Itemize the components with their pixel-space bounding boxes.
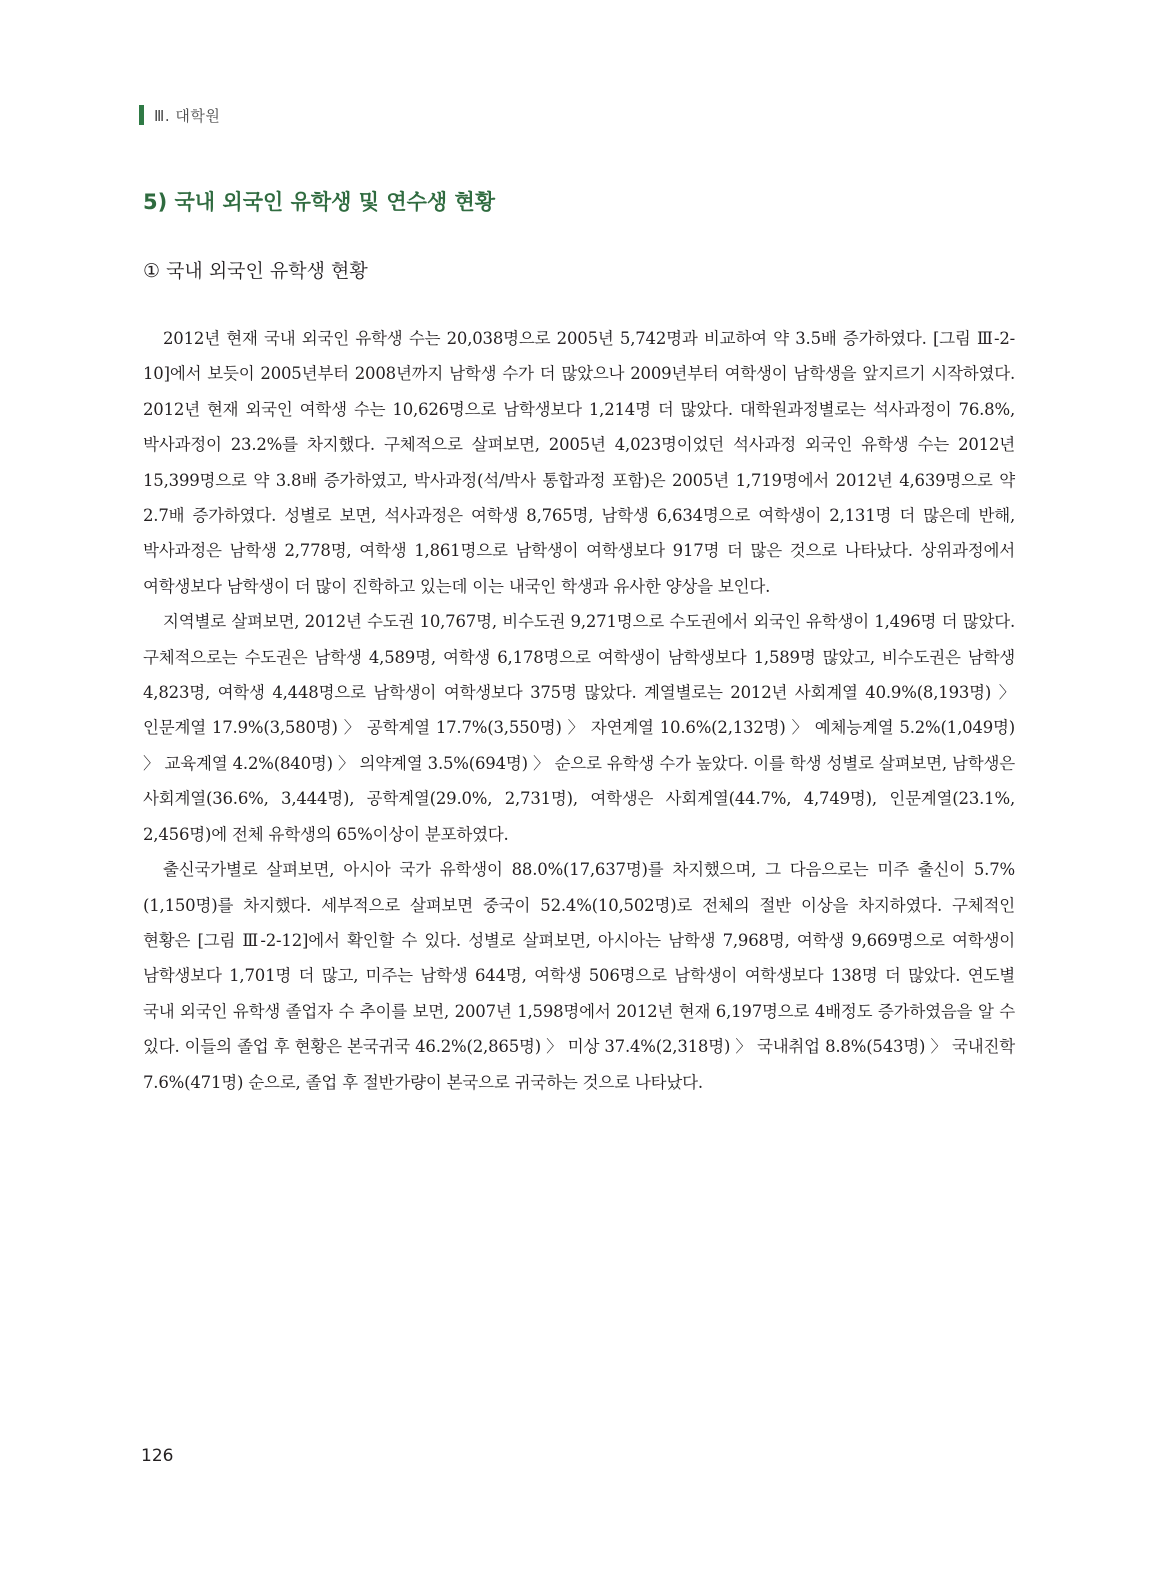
chapter-label: Ⅲ. 대학원 (154, 106, 221, 125)
paragraph-country-graduates: 출신국가별로 살펴보면, 아시아 국가 유학생이 88.0%(17,637명)를 차지했으며, 그 다음으로는 미주 출신이 5.7%(1,150명)를 차지했다. 세부적으로 살펴보면 중국이 52.4%(10,502명)로 전체의 절반 이상을 차지하였다. 구체적인 현황은 [그림 Ⅲ-2-12]에서 확인할 수 있다. 성별로 살펴보면, 아시아는 남학생 7,968명, 여학생 9,669명으로 여학생이 남학생보다 1,701명 더 많고, 미주는 남학생 644명, 여학생 506명으로 남학생이 여학생보다 138명 더 많았다. 연도별 국내 외국인 유학생 졸업자 수 추이를 보면, 2007년 1,598명에서 2012년 현재 6,197명으로 4배정도 증가하였음을 알 수 있다. 이들의 졸업 후 현황은 본국귀국 46.2%(2,865명) 〉 미상 37.4%(2,318명) 〉 국내취업 8.8%(543명) 〉 국내진학 7.6%(471명) 순으로, 졸업 후 절반가량이 본국으로 귀국하는 것으로 나타났다. (143, 860, 1015, 1092)
body-text (143, 321, 1015, 1100)
paragraph-region-field: 지역별로 살펴보면, 2012년 수도권 10,767명, 비수도권 9,271명으로 수도권에서 외국인 유학생이 1,496명 더 많았다. 구체적으로는 수도권은 남학생 4,589명, 여학생 6,178명으로 여학생이 남학생보다 1,589명 많았고, 비수도권은 남학생 4,823명, 여학생 4,448명으로 남학생이 여학생보다 375명 많았다. 계열별로는 2012년 사회계열 40.9%(8,193명) 〉 인문계열 17.9%(3,580명) 〉 공학계열 17.7%(3,550명) 〉 자연계열 10.6%(2,132명) 〉 예체능계열 5.2%(1,049명) 〉 교육계열 4.2%(840명) 〉 의약계열 3.5%(694명) 〉 순으로 유학생 수가 높았다. 이를 학생 성별로 살펴보면, 남학생은 사회계열(36.6%, 3,444명), 공학계열(29.0%, 2,731명), 여학생은 사회계열(44.7%, 4,749명), 인문계열(23.1%, 2,456명)에 전체 유학생의 65%이상이 분포하였다. (143, 612, 1015, 844)
subsection-title: ① 국내 외국인 유학생 현황 (143, 260, 368, 282)
header-accent-bar (139, 105, 144, 125)
section-title: 5) 국내 외국인 유학생 및 연수생 현황 (143, 190, 496, 214)
paragraph-enrollment: 2012년 현재 국내 외국인 유학생 수는 20,038명으로 2005년 5,742명과 비교하여 약 3.5배 증가하였다. [그림 Ⅲ-2-10]에서 보듯이 2005년부터 2008년까지 남학생 수가 더 많았으나 2009년부터 여학생이 남학생을 앞지르기 시작하였다. 2012년 현재 외국인 여학생 수는 10,626명으로 남학생보다 1,214명 더 많았다. 대학원과정별로는 석사과정이 76.8%, 박사과정이 23.2%를 차지했다. 구체적으로 살펴보면, 2005년 4,023명이었던 석사과정 외국인 유학생 수는 2012년 15,399명으로 약 3.8배 증가하였고, 박사과정(석/박사 통합과정 포함)은 2005년 1,719명에서 2012년 4,639명으로 약 2.7배 증가하였다. 성별로 보면, 석사과정은 여학생 8,765명, 남학생 6,634명으로 여학생이 2,131명 더 많은데 반해, 박사과정은 남학생 2,778명, 여학생 1,861명으로 남학생이 여학생보다 917명 더 많은 것으로 나타났다. 상위과정에서 여학생보다 남학생이 더 많이 진학하고 있는데 이는 내국인 학생과 유사한 양상을 보인다. (143, 329, 1015, 596)
running-header (139, 104, 220, 126)
page-number: 126 (141, 1446, 174, 1466)
